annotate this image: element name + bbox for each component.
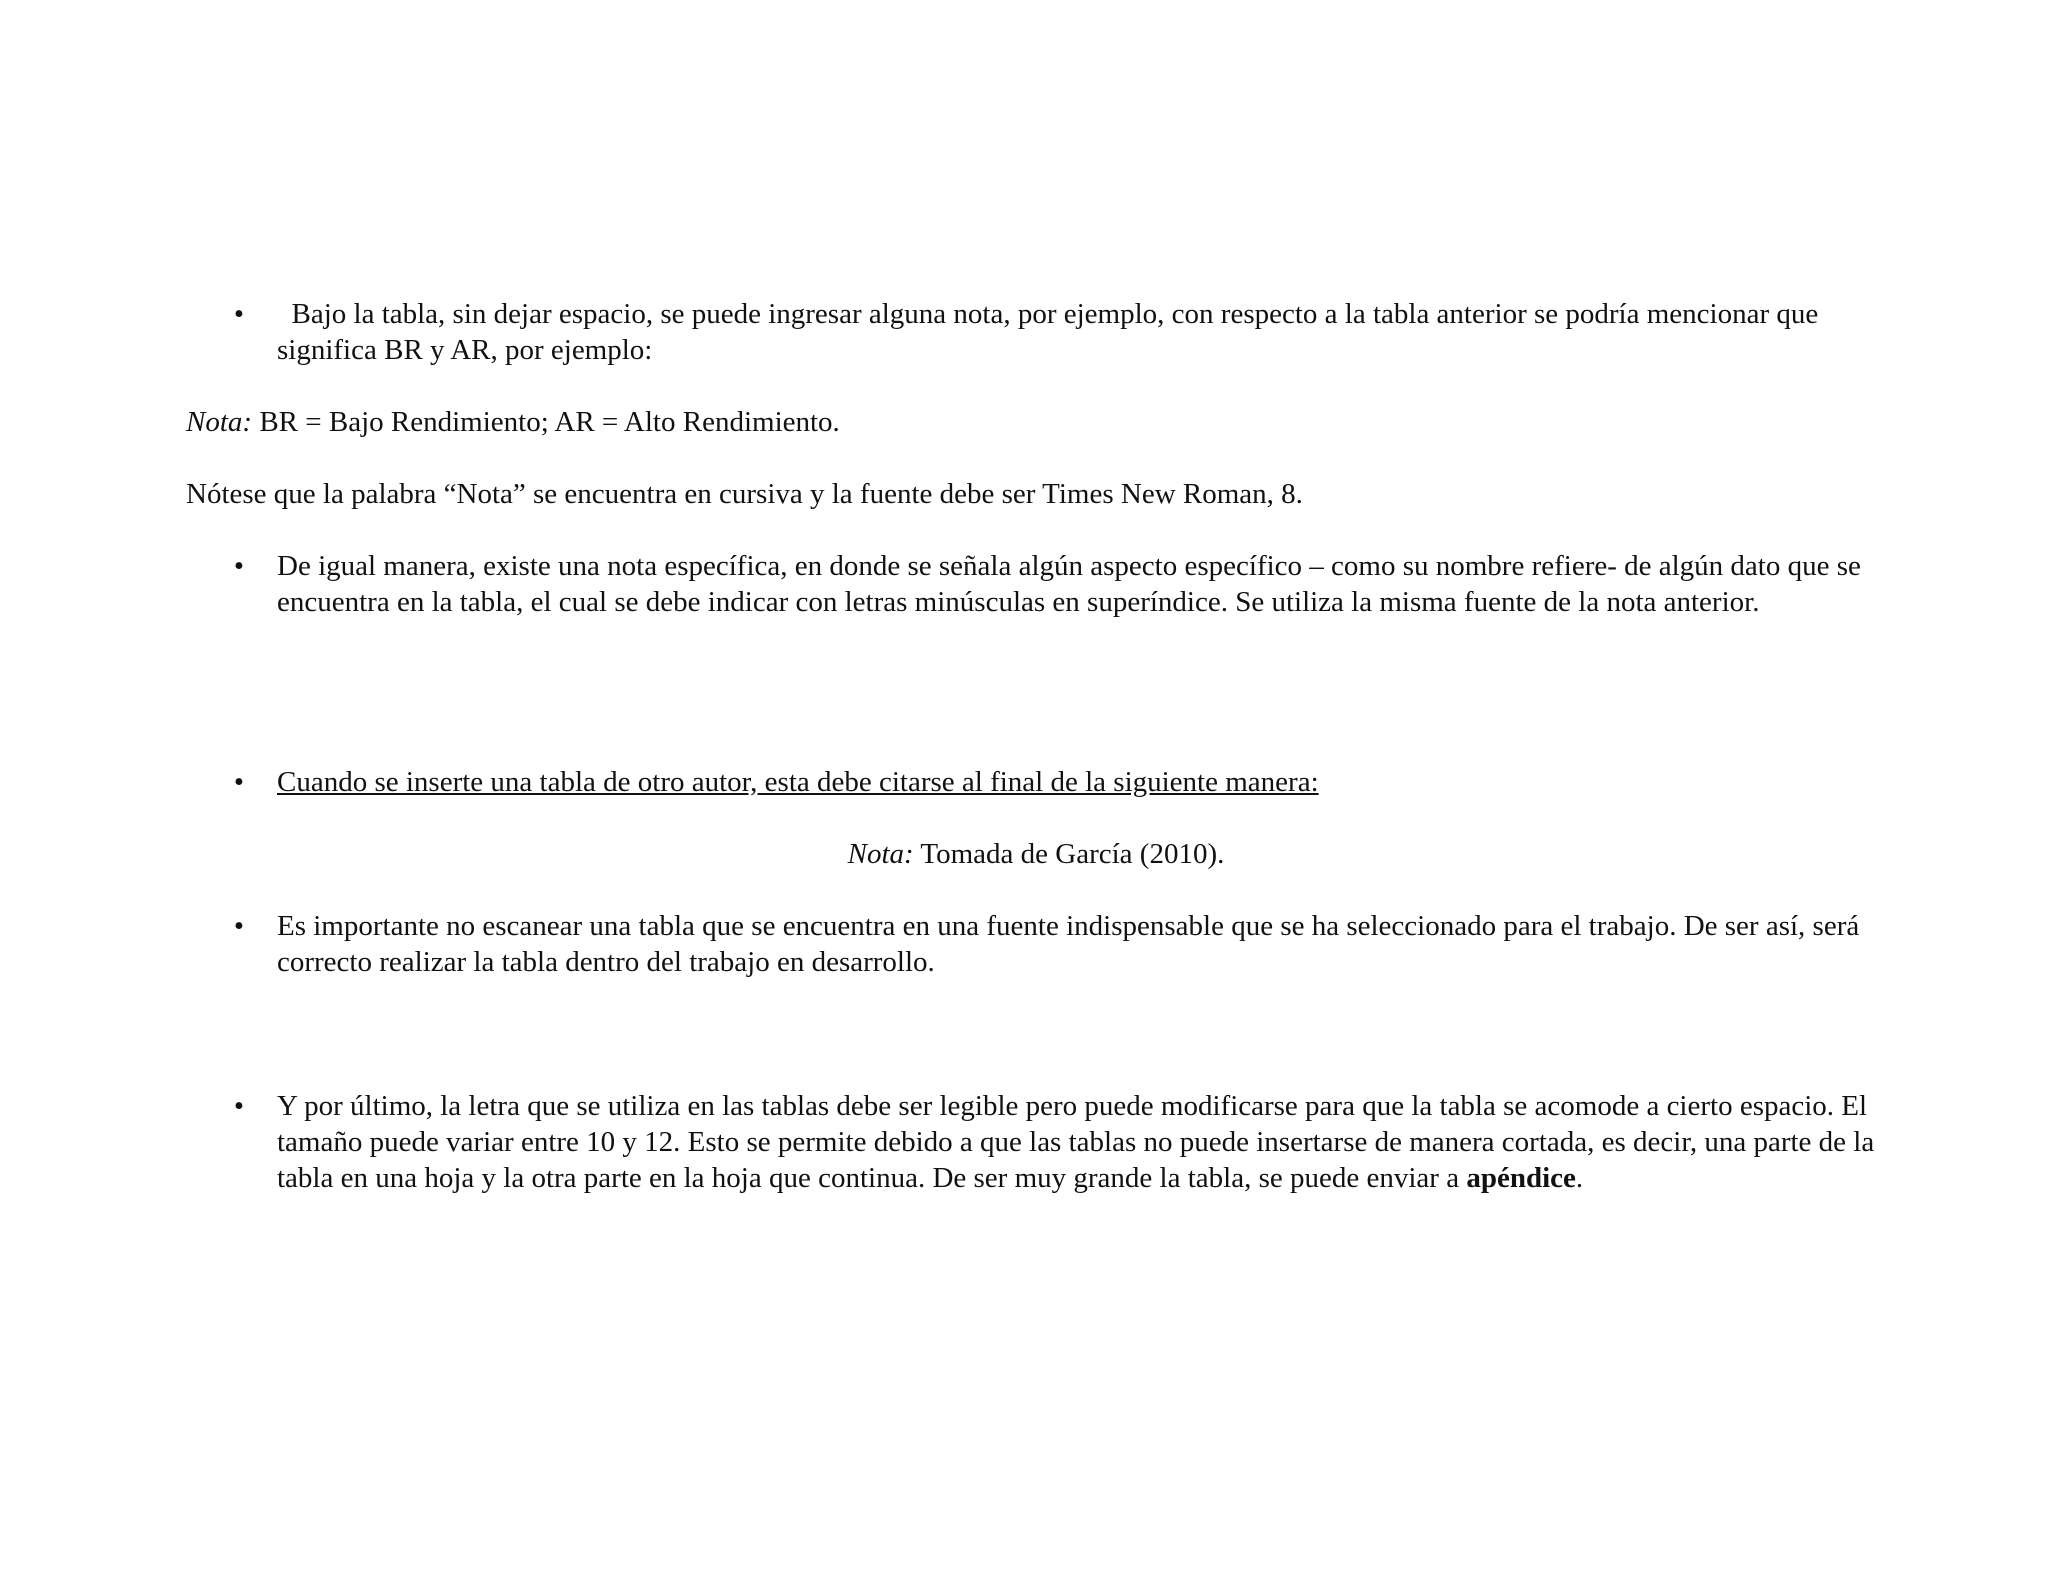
paragraph-notese: Nótese que la palabra “Nota” se encuentra en cursiva y la fuente debe ser Times New Roman, 8. (186, 478, 1303, 510)
bold-term-apendice: apéndice (1466, 1162, 1576, 1194)
bullet-5-text: Y por último, la letra que se utiliza en las tablas debe ser legible pero puede modificarse para que la tabla se acomode a cierto espacio. El tamaño puede variar entre 10 y 12. Esto se permite debido a que las tablas no puede insertarse de manera cortada, es decir, una parte de la tabla en una hoja y la otra parte en la hoja que continua. De ser muy grande la tabla, se puede enviar a (277, 1090, 1882, 1194)
bullet-paragraph-3: Cuando se inserte una tabla de otro autor, esta debe citarse al final de la siguiente manera: (277, 766, 1319, 798)
bullet-paragraph-2: De igual manera, existe una nota específica, en donde se señala algún aspecto específico – como su nombre refiere- de algún dato que se encuentra en la tabla, el cual se debe indicar con letras minúsculas en superíndice. Se utiliza la misma fuente de la nota anterior. (277, 550, 1861, 618)
note-line-2 (186, 836, 1886, 872)
bullet-marker: • (233, 766, 245, 798)
note-line-1 (186, 404, 1906, 440)
bullet-marker: • (233, 910, 245, 942)
bullet-marker: • (233, 298, 245, 330)
note-label: Nota: (847, 838, 914, 870)
note-text: Tomada de García (2010). (913, 838, 1225, 870)
bullet-marker: • (233, 1090, 245, 1122)
bullet-marker: • (233, 550, 245, 582)
note-text: BR = Bajo Rendimiento; AR = Alto Rendimiento. (252, 406, 840, 438)
bullet-paragraph-4: Es importante no escanear una tabla que se encuentra en una fuente indispensable que se ha seleccionado para el trabajo. De ser así, será correcto realizar la tabla dentro del trabajo en desarrollo. (277, 910, 1860, 978)
note-label: Nota: (186, 406, 253, 438)
bullet-5-end: . (1575, 1162, 1584, 1194)
bullet-paragraph-1: Bajo la tabla, sin dejar espacio, se puede ingresar alguna nota, por ejemplo, con respecto a la tabla anterior se podría mencionar que significa BR y AR, por ejemplo: (277, 298, 1826, 366)
bullet-paragraph-5 (277, 1088, 1897, 1196)
